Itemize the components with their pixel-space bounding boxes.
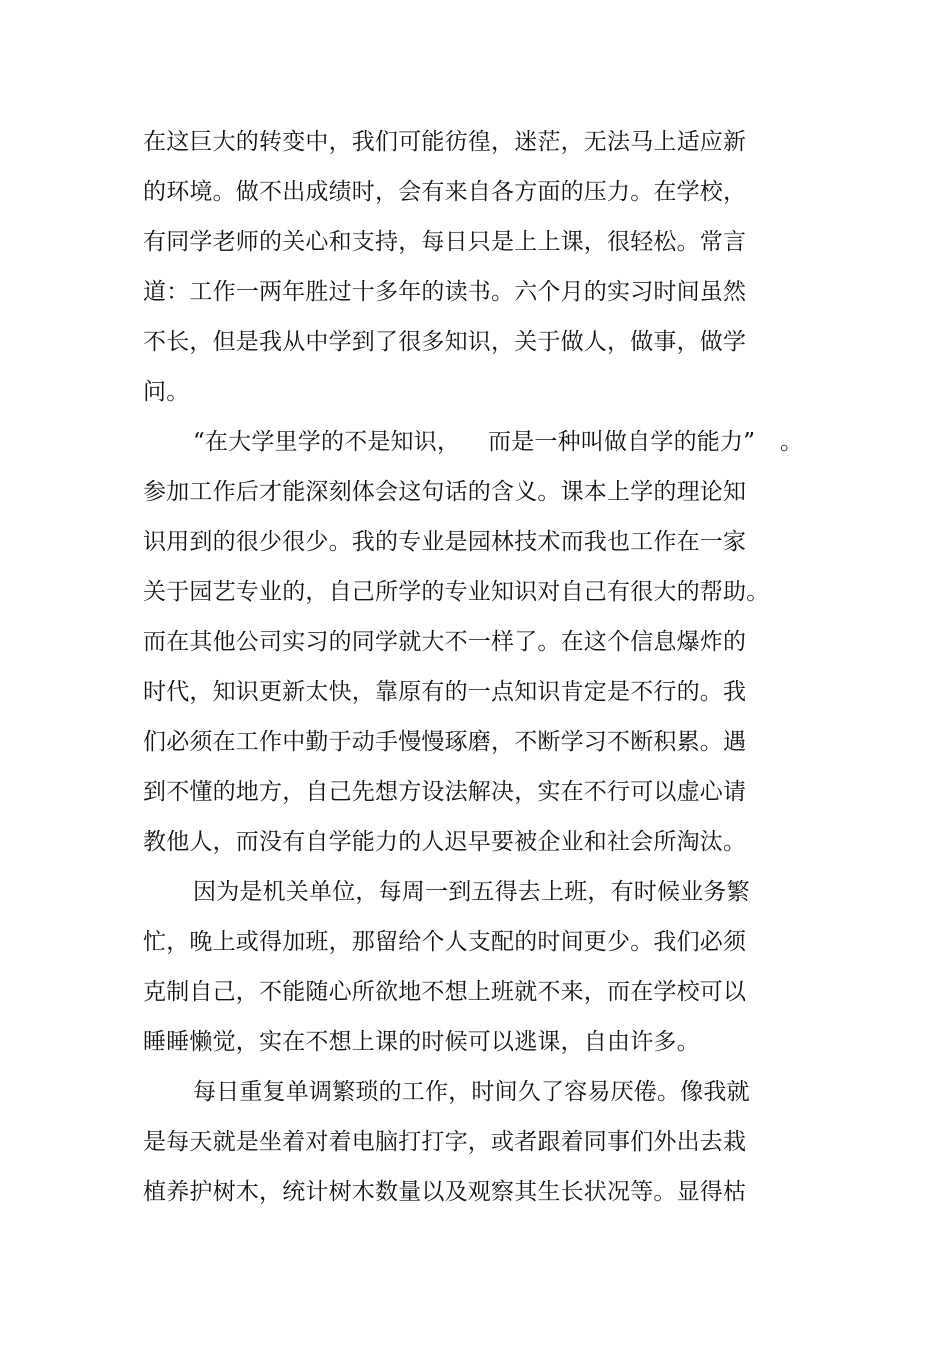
paragraph-line: 每日重复单调繁琐的工作，时间久了容易厌倦。像我就 xyxy=(193,1079,750,1105)
paragraph-line: 克制自己，不能随心所欲地不想上班就不来，而在学校可以 xyxy=(143,979,747,1005)
quote-punctuation: 。 xyxy=(780,429,804,455)
paragraph-line: 忙，晚上或得加班，那留给个人支配的时间更少。我们必须 xyxy=(143,929,747,955)
paragraph-line: 识用到的很少很少。我的专业是园林技术而我也工作在一家 xyxy=(143,529,747,555)
paragraph-line: 时代，知识更新太快，靠原有的一点知识肯定是不行的。我 xyxy=(143,679,747,705)
paragraph-line: 到不懂的地方，自己先想方设法解决，实在不行可以虚心请 xyxy=(143,779,747,805)
paragraph-line: 在这巨大的转变中，我们可能彷徨，迷茫，无法马上适应新 xyxy=(143,129,747,155)
quote-text: “在大学里学的不是知识， xyxy=(193,429,461,455)
paragraph-line: 而在其他公司实习的同学就大不一样了。在这个信息爆炸的 xyxy=(143,629,747,655)
paragraph-line: 植养护树木，统计树木数量以及观察其生长状况等。显得枯 xyxy=(143,1179,747,1205)
paragraph-line: 问。 xyxy=(143,379,190,405)
paragraph-line: 的环境。做不出成绩时，会有来自各方面的压力。在学校， xyxy=(143,179,747,205)
paragraph-line: 是每天就是坐着对着电脑打打字，或者跟着同事们外出去栽 xyxy=(143,1129,747,1155)
paragraph-line: 因为是机关单位，每周一到五得去上班，有时候业务繁 xyxy=(193,879,750,905)
paragraph-line: 们必须在工作中勤于动手慢慢琢磨，不断学习不断积累。遇 xyxy=(143,729,747,755)
paragraph-line: 道：工作一两年胜过十多年的读书。六个月的实习时间虽然 xyxy=(143,279,747,305)
paragraph-line: 关于园艺专业的，自己所学的专业知识对自己有很大的帮助。 xyxy=(143,579,770,605)
paragraph-line: 参加工作后才能深刻体会这句话的含义。课本上学的理论知 xyxy=(143,479,747,505)
paragraph-line: 有同学老师的关心和支持，每日只是上上课，很轻松。常言 xyxy=(143,229,747,255)
paragraph-line: 不长，但是我从中学到了很多知识，关于做人，做事，做学 xyxy=(143,329,747,355)
paragraph-line: 睡睡懒觉，实在不想上课的时候可以逃课，自由许多。 xyxy=(143,1029,700,1055)
quote-text: 而是一种叫做自学的能力” xyxy=(488,429,756,455)
paragraph-line: 教他人，而没有自学能力的人迟早要被企业和社会所淘汰。 xyxy=(143,829,747,855)
